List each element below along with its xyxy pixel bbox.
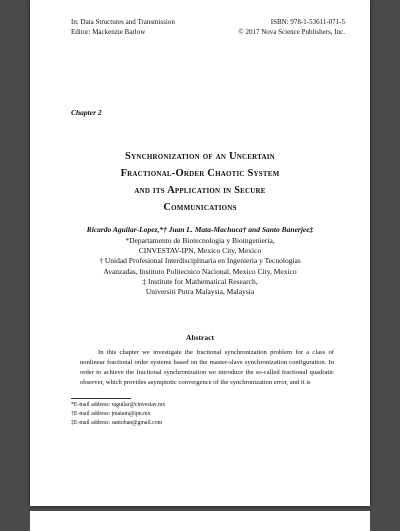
- isbn-line: ISBN: 978-1-53611-071-5: [270, 18, 345, 26]
- footnote-email: †E-mail address: jmatam@ipn.mx: [71, 411, 151, 417]
- document-page: [30, 0, 370, 506]
- affiliation-line: Universiti Putra Malaysia, Malaysia: [145, 287, 255, 297]
- title-line-4: Communications: [163, 202, 237, 213]
- chapter-title: [40, 148, 360, 216]
- title-line-1: Synchronization of an Uncertain: [125, 151, 275, 162]
- footnotes: [71, 401, 165, 428]
- affiliation-line: *Departamento de Biotecnologia y Bioingenieria,: [125, 236, 275, 245]
- title-line-2: Fractional-Order Chaotic System: [120, 168, 280, 179]
- abstract-text: In this chapter we investigate the fractional synchronization problem for a class of nonlinear fractional order systems based on the master-slave synchronization configuration. In order to achieve the fractional synchronization we introduce the so-called fractional quadratic observer, which provides asymptotic convergence of the synchronization error, and it is: [80, 349, 334, 386]
- affiliation-line: ‡ Institute for Mathematical Research,: [142, 276, 258, 286]
- running-header-left: [71, 17, 175, 37]
- footnote-email: ‡E-mail address: santoban@gmail.com: [71, 420, 163, 426]
- affiliation-line: CINVESTAV-IPN, Mexico City, Mexico: [138, 246, 262, 256]
- affiliations: [40, 236, 360, 297]
- author-list: Ricardo Aguilar-Lopez,*† Juan L. Mata-Machuca† and Santo Banerjee‡: [86, 225, 314, 234]
- editor-line: Editor: Mackenzie Barlow: [71, 28, 146, 36]
- abstract-heading: Abstract: [186, 333, 214, 342]
- footnote-email: *E-mail address: raguilar@cinvestav.mx: [71, 402, 166, 408]
- copyright-line: © 2017 Nova Science Publishers, Inc.: [238, 28, 345, 36]
- affiliation-line: † Unidad Profesional Interdisciplinaria en Ingenieria y Tecnologias: [99, 256, 301, 266]
- footnote-rule: [71, 398, 131, 399]
- running-header-right: [238, 17, 345, 37]
- chapter-label: Chapter 2: [71, 108, 102, 117]
- series-line: In: Data Structures and Transmission: [71, 18, 175, 26]
- next-page-edge: [30, 511, 370, 531]
- title-line-3: and its Application in Secure: [134, 185, 266, 196]
- affiliation-line: Avanzadas, Instituto Politecnico Nacional, Mexico City, Mexico: [103, 266, 297, 276]
